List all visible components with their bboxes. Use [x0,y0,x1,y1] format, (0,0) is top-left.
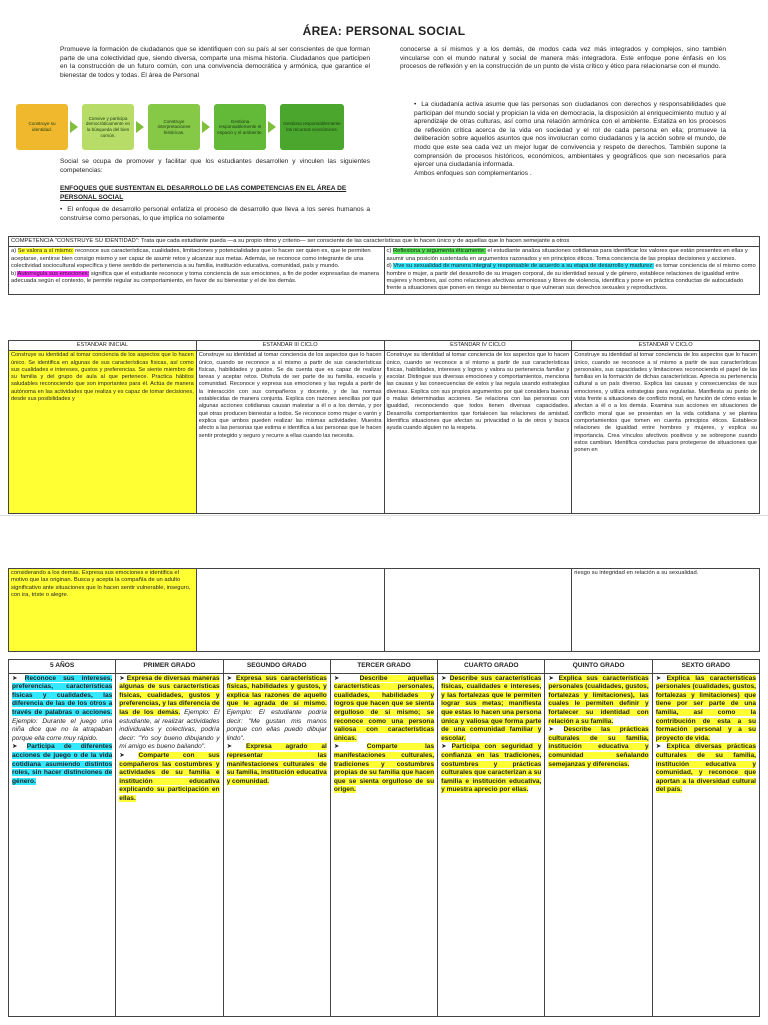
grade-desempeno: Explica las características personales (cualidades, gustos, fortalezas y limitaciones) que tiene por ser parte de una familia, así como la contribución de esta a su formación personal y a su proyecto de vida. [655,674,756,742]
document-page-2 [0,515,768,1025]
capacity-a: a) Se valora a sí mismo: reconoce sus características, cualidades, limitaciones y potencialidades que lo hacen ser quien es, que le permiten aceptarse, sentirse bien consigo mismo y ser capaz de asumir retos y alcanzar sus metas. Además, se reconoce como integrante de una colectividad sociocultural específica y tiene sentido de pertenencia a su familia, institución educativa, comunidad, país y mundo. [11,248,371,270]
capacity-c: c) Reflexiona y argumenta éticamente: el estudiante analiza situaciones cotidianas para identificar los valores que están presentes en ellas y asumir una posición sustentada en argumentos razonados y en principios éticos. Toma conciencia de las propias decisiones y acciones. [386,248,748,262]
ciudadania-text: La ciudadanía activa asume que las personas son ciudadanos con derechos y responsabilidades que participan del mundo social y propician la vida en democracia, la disposición al enriquecimiento mutuo y al aprendizaje de otras culturas, así como una relación armónica con el ambiente. Estatiza en los procesos de reflexión crítica acerca de la vida en sociedad y el rol de cada persona en ella; promueve la deliberación sobre aquellos asuntos que nos involucran como ciudadanos y la acción sobre el mundo, de modo que este sea cada vez un mejor lugar de convivencia y respeto de derechos. También supone la comprensión de procesos históricos, económicos, ambientales y geográficos que son necesarios para ejercer una ciudadanía informada. [414,101,726,169]
grade-cell: ➤ Expresa de diversas maneras algunas de sus características físicas, cualidades, gustos y preferencias, y las diferencia de las de los demás. Ejemplo: El estudiante, al realizar actividades individuales y colectivas, podría decir: "Yo soy bueno dibujando y mi amigo es bueno bailando". ➤ Comparte con sus compañeros las costumbres y actividades de su familia e institución educativa explicando su participación en ellas. [116,673,223,1016]
cont-cell: considerando a los demás. Expresa sus emociones e identifica el motivo que las originan. Busca y acepta la compañía de un adulto significativo ante situaciones que lo hacen sentir vulnerable, inseguro, con ira, triste o alegre. [9,569,197,652]
competence-header: COMPETENCIA "CONSTRUYE SU IDENTIDAD": Trata que cada estudiante pueda —a su propio ritmo y criterio— ser consciente de las características que lo hacen único y de aquellas que lo hacen semejante a otros [9,237,760,247]
capacity-a-title: Se valora a sí mismo: [17,248,74,255]
capacity-a-text: reconoce sus características, cualidades, limitaciones y potencialidades que lo hacen ser quien es, que le permiten aceptarse, sentirse bien consigo mismo y ser capaz de asumir retos y alcanzar sus metas. Además, se reconoce como integrante de una colectividad sociocultural específica y tiene sentido de pertenencia a su familia, institución educativa, comunidad, país y mundo. [11,248,371,270]
flow-box [16,104,68,150]
grade-header: CUARTO GRADO [438,660,545,674]
cont-cell: riesgo su integridad en relación a su sexualidad. [572,569,760,652]
capacity-d-title: Vive su sexualidad de manera integral y responsable de acuerdo a su etapa de desarrollo y madurez: [393,263,654,270]
grade-desempeno: Expresa de diversas maneras algunas de sus características físicas, cualidades, gustos y preferencias, y las diferencia de las de los demás. [119,674,220,716]
grade-desempeno: Describe aquellas características personales, cualidades, habilidades y logros que hacen que se sienta orgulloso de sí mismo; se reconoce como una persona valiosa con características únicas. [333,674,435,742]
capacities-left [9,247,385,294]
intro-paragraph-right: conocerse a sí mismos y a los demás, de modos cada vez más integrados y complejos, sino también vincularse con el mundo natural y social de manera más integradora. Este enfoque pone énfasis en los procesos de reflexión y en la construcción de un punto de vista crítico y ético para relacionarse con el mundo. [400,46,726,71]
flow-box-label: Construye interpretaciones históricas. [157,118,191,135]
enfoques-heading: ENFOQUES QUE SUSTENTAN EL DESARROLLO DE LAS COMPETENCIAS EN EL ÁREA DE PERSONAL SOCIAL [60,185,347,201]
capacities-right [384,247,760,294]
ciudadania-note: Ambos enfoques son complementarios . [414,169,532,177]
arrow-right-icon [70,121,78,133]
grade-desempeno: Describe sus características físicas, cualidades e intereses, y las fortalezas que le permiten lograr sus metas; manifiesta que estas lo hacen una persona única y valiosa que forma parte de una comunidad familiar y escolar. [441,674,542,742]
competence-table [8,236,760,295]
std-header: ESTANDAR INICIAL [9,341,197,351]
arrow-right-icon [268,121,276,133]
grade-header: SEGUNDO GRADO [223,660,330,674]
cont-cell [384,569,572,652]
flow-box-label: Construye su identidad. [28,121,56,132]
grade-desempeno-2: Describe las prácticas culturales de su familia, institución educativa y comunidad señalando semejanzas y diferencias. [548,726,649,768]
grade-cell: ➤ Describe aquellas características personales, cualidades, habilidades y logros que hacen que se sienta orgulloso de sí mismo; se reconoce como una persona valiosa con características únicas. ➤ Comparte las manifestaciones culturales, tradiciones y costumbres propias de su familia que hacen que se sienta orgulloso de su origen. [330,673,437,1016]
grade-example: Ejemplo: El estudiante, al realizar actividades individuales y colectivas, podría decir: "Yo soy bueno dibujando y mi amigo es bueno bailando". [119,708,220,751]
capacity-b-title: Autorregula sus emociones: [17,270,90,277]
grade-desempeno-2: Expresa agrado al representar las manifestaciones culturales de su familia, institución educativa y comunidad. [226,743,327,785]
grade-header: SEXTO GRADO [652,660,759,674]
flow-box [280,104,344,150]
capacity-b-text: significa que el estudiante reconoce y toma conciencia de sus emociones, a fin de poder expresarlas de manera adecuada según el contexto, le permite regular su comportamiento, en favor de su bienestar y el de los demás. [11,270,380,285]
grade-cell: ➤ Expresa sus características físicas, habilidades y gustos, y explica las razones de aquello que le agrada de sí mismo. Ejemplo: El estudiante podría decir: "Me gustan mis manos porque con ellas puedo dibujar lindo". ➤ Expresa agrado al representar las manifestaciones culturales de su familia, institución educativa y comunidad. [223,673,330,1016]
grade-desempeno-2: Participa con seguridad y confianza en las tradiciones, costumbres y prácticas culturales que caracterizan a su familia e institución educativa, y muestra aprecio por ellas. [441,743,542,794]
capacity-d-text: es tomar conciencia de sí mismo como hombre o mujer, a partir del desarrollo de su imagen corporal, de su identidad sexual y de género, establece relaciones de igualdad entre mujeres y hombres, así como relaciones afectivas armoniosas y libres de violencia, identifica y pone en práctica conductas de autocuidado frente a situaciones que ponen en riesgo su bienestar o que vulneran sus derechos sexuales y reproductivos. [386,263,756,292]
capacity-d: d) Vive su sexualidad de manera integral y responsable de acuerdo a su etapa de desarrollo y madurez: es tomar conciencia de sí mismo como hombre o mujer, a partir del desarrollo de su imagen corporal, de su identidad sexual y de género, establece relaciones de igualdad entre mujeres y hombres, así como relaciones afectivas armoniosas y libres de violencia, identifica y pone en práctica conductas de autocuidado frente a situaciones que ponen en riesgo su bienestar o que vulneran sus derechos sexuales y reproductivos. [386,263,756,292]
std-header: ESTANDAR IV CICLO [384,341,572,351]
intro-paragraph-continued: Social se ocupa de promover y facilitar que los estudiantes desarrollen y vinculen las siguientes competencias: [60,158,370,174]
capacity-c-text: el estudiante analiza situaciones cotidianas para identificar los valores que están presentes en ellas y asumir una posición sustentada en argumentos razonados y en principios éticos. Toma conciencia de las propias decisiones y acciones. [386,248,748,262]
standards-continuation [8,568,760,652]
enfoque-text: El enfoque de desarrollo personal enfatiza el proceso de desarrollo que lleva a los seres humanos a construirse como personas, lo que implica no solamente [60,206,370,222]
grade-header: 5 AÑOS [9,660,116,674]
flow-box [148,104,200,150]
competencies-flow-diagram [10,100,380,155]
std-cell: Construye su identidad al tomar conciencia de los aspectos que lo hacen único, cuando se reconoce a sí mismo a partir de sus características físicas, habilidades y gustos. Se da cuenta que es capaz de realizar tareas y aceptar retos. Disfruta de ser parte de su familia, escuela y comunidad. Reconoce y expresa sus emociones y las regula a partir de la interacción con sus compañeros y docente, y de las normas establecidas de manera conjunta. Explica con razones sencillas por qué algunas acciones cotidianas causan malestar a él o a los demás, y por qué otras producen bienestar a todos. Se reconoce como mujer o varón y explica que ambos pueden realizar las mismas actividades. Muestra afecto a las personas que estima e identifica a las personas que le hacen sentir protegido y seguro y recurre a ellas cuando las necesita. [196,351,384,514]
capacity-b: b) Autorregula sus emociones: significa que el estudiante reconoce y toma conciencia de sus emociones, a fin de poder expresarlas de manera adecuada según el contexto, le permite regular su comportamiento, en favor de su bienestar y el de los demás. [11,270,380,285]
grade-cell: ➤ Reconoce sus intereses, preferencias, características físicas y cualidades, las diferencia de las de los otros a través de palabras o acciones. Ejemplo: Durante el juego una niña dice que no la atrapaban porque ella corre muy rápido. ➤ Participa de diferentes acciones de juego o de la vida cotidiana asumiendo distintos roles, sin hacer distinciones de género. [9,673,116,1016]
std-cell: Construye su identidad al tomar conciencia de los aspectos que lo hacen único, cuando se reconoce a sí mismo a partir de sus características físicas, habilidades, intereses y logros y valora su pertenencia familiar y escolar. Distingue sus diversas emociones y comportamientos, menciona las causas y las consecuencias de estos y las regula usando estrategias diversas. Explica con sus propios argumentos por qué considera buenas o malas determinadas acciones. Se relaciona con las personas con igualdad, reconociendo que todos tienen diversas capacidades. Desarrolla comportamientos que fortalecen las relaciones de amistad. Identifica situaciones que afectan su privacidad o la de otros y busca ayuda cuando alguien no la respeta. [384,351,572,514]
page-title: ÁREA: PERSONAL SOCIAL [302,24,466,38]
grade-cell: ➤ Explica las características personales (cualidades, gustos, fortalezas y limitaciones) que tiene por ser parte de una familia, así como la contribución de esta a su formación personal y a su proyecto de vida. ➤ Explica diversas prácticas culturales de su familia, institución educativa y comunidad, y reconoce que aportan a la diversidad cultural del país. [652,673,759,1016]
std-header: ESTANDAR III CICLO [196,341,384,351]
standards-table [8,340,760,514]
grade-desempeno: Expresa sus características físicas, habilidades y gustos, y explica las razones de aquello que le agrada de sí mismo. [226,674,327,708]
grade-desempeno-2: Participa de diferentes acciones de juego o de la vida cotidiana asumiendo distintos roles, sin hacer distinciones de género. [12,743,113,785]
flow-box [214,104,266,150]
grade-header: TERCER GRADO [330,660,437,674]
std-cell: Construye su identidad al tomar conciencia de los aspectos que lo hacen único. Se identifica en algunas de sus características físicas, así como sus cualidades e intereses, gustos y preferencias. Se siente miembro de su familia y del grupo de aula al que pertenece. Practica hábitos saludables reconociendo que son importantes para él. Actúa de manera autónoma en las actividades que realiza y es capaz de tomar decisiones, desde sus posibilidades y [9,351,197,514]
flow-box-label: Gestiona responsablemente el espacio y el ambiente. [217,118,263,135]
grade-cell: ➤ Explica sus características personales (cualidades, gustos, fortalezas y limitaciones), las cuales le permiten definir y fortalecer su identidad con relación a su familia. ➤ Describe las prácticas culturales de su familia, institución educativa y comunidad señalando semejanzas y diferencias. [545,673,652,1016]
std-cell: Construye su identidad al tomar conciencia de los aspectos que lo hacen único, cuando se reconoce a sí mismo a partir de sus características personales, sus capacidades y limitaciones reconociendo el papel de las familias en la formación de dichas características. Aprecia su pertenencia cultural a un país diverso. Explica las causas y consecuencias de sus emociones, y utiliza estrategias para regularlas. Manifiesta su punto de vista frente a situaciones de conflicto moral, en función de cómo estas le afectan a él o a los demás. Examina sus acciones en situaciones de conflicto moral que se presentan en la vida cotidiana y se plantea comportamientos que tomen en cuenta principios éticos. Establece relaciones de igualdad entre hombres y mujeres, y explica su importancia. Crea vínculos afectivos positivos y se sobrepone cuando estos cambian. Identifica conductas para protegerse de situaciones que ponen en [572,351,760,514]
grade-desempeno-2: Comparte con sus compañeros las costumbres y actividades de su familia e institución educativa explicando su participación en ellas. [119,751,220,802]
grade-desempeno: Explica sus características personales (cualidades, gustos, fortalezas y limitaciones), las cuales le permiten definir y fortalecer su identidad con relación a su familia. [548,674,649,725]
cont-cell [196,569,384,652]
arrow-right-icon [202,121,210,133]
grade-desempeno: Reconoce sus intereses, preferencias, características físicas y cualidades, las diferencia de las de los otros a través de palabras o acciones. [12,674,113,716]
arrow-right-icon [136,121,144,133]
grade-cell: ➤ Describe sus características físicas, cualidades e intereses, y las fortalezas que le permiten lograr sus metas; manifiesta que estas lo hacen una persona única y valiosa que forma parte de una comunidad familiar y escolar. ➤ Participa con seguridad y confianza en las tradiciones, costumbres y prácticas culturales que caracterizan a su familia e institución educativa, y muestra aprecio por ellas. [438,673,545,1016]
grade-desempeno-2: Explica diversas prácticas culturales de su familia, institución educativa y comunidad, y reconoce que aportan a la diversidad cultural del país. [655,743,756,794]
grade-header: QUINTO GRADO [545,660,652,674]
flow-box-label: Convive y participa democráticamente en la búsqueda del bien común. [85,115,131,138]
grade-example: Ejemplo: El estudiante podría decir: "Me gustan mis manos porque con ellas puedo dibujar lindo". [226,708,327,742]
std-header: ESTANDAR V CICLO [572,341,760,351]
grade-desempeno-2: Comparte las manifestaciones culturales, tradiciones y costumbres propias de su familia que hacen que se sienta orgulloso de su origen. [333,743,435,794]
enfoque-bullet: • El enfoque de desarrollo personal enfatiza el proceso de desarrollo que lleva a los seres humanos a construirse como personas, lo que implica no solamente [60,206,370,222]
capacity-c-title: Reflexiona y argumenta éticamente: [392,248,486,255]
grades-table [8,659,760,1017]
ciudadania-bullet: • La ciudadanía activa asume que las personas son ciudadanos con derechos y responsabilidades que participan del mundo social y propician la vida en democracia, la disposición al enriquecimiento mutuo y al aprendizaje de otras culturas, así como una relación armónica con el ambiente. Estatiza en los procesos de reflexión crítica acerca de la vida en sociedad y el rol de cada persona en ella; promueve la deliberación sobre aquellos asuntos que nos involucran como ciudadanos y la acción sobre el mundo, de modo que este sea cada vez un mejor lugar de convivencia y respeto de derechos. También supone la comprensión de procesos históricos, económicos, ambientales y geográficos que son necesarios para ejercer una ciudadanía informada. Ambos enfoques son complementarios . [414,101,726,177]
grade-header: PRIMER GRADO [116,660,223,674]
flow-box [82,104,134,150]
flow-box-label: Gestiona responsablemente los recursos económicos. [283,121,341,132]
intro-paragraph-left: Promueve la formación de ciudadanos que se identifiquen con su país al ser conscientes de que forman parte de una colectividad que, siendo diversa, comparte una misma historia. Ciudadanos que participen en la construcción de un futuro común, con una convivencia democrática y armónica, que garantice el bienestar de todos y todas. El área de Personal [60,46,370,79]
grade-example: Ejemplo: Durante el juego una niña dice que no la atrapaban porque ella corre muy rápido. [12,717,113,742]
